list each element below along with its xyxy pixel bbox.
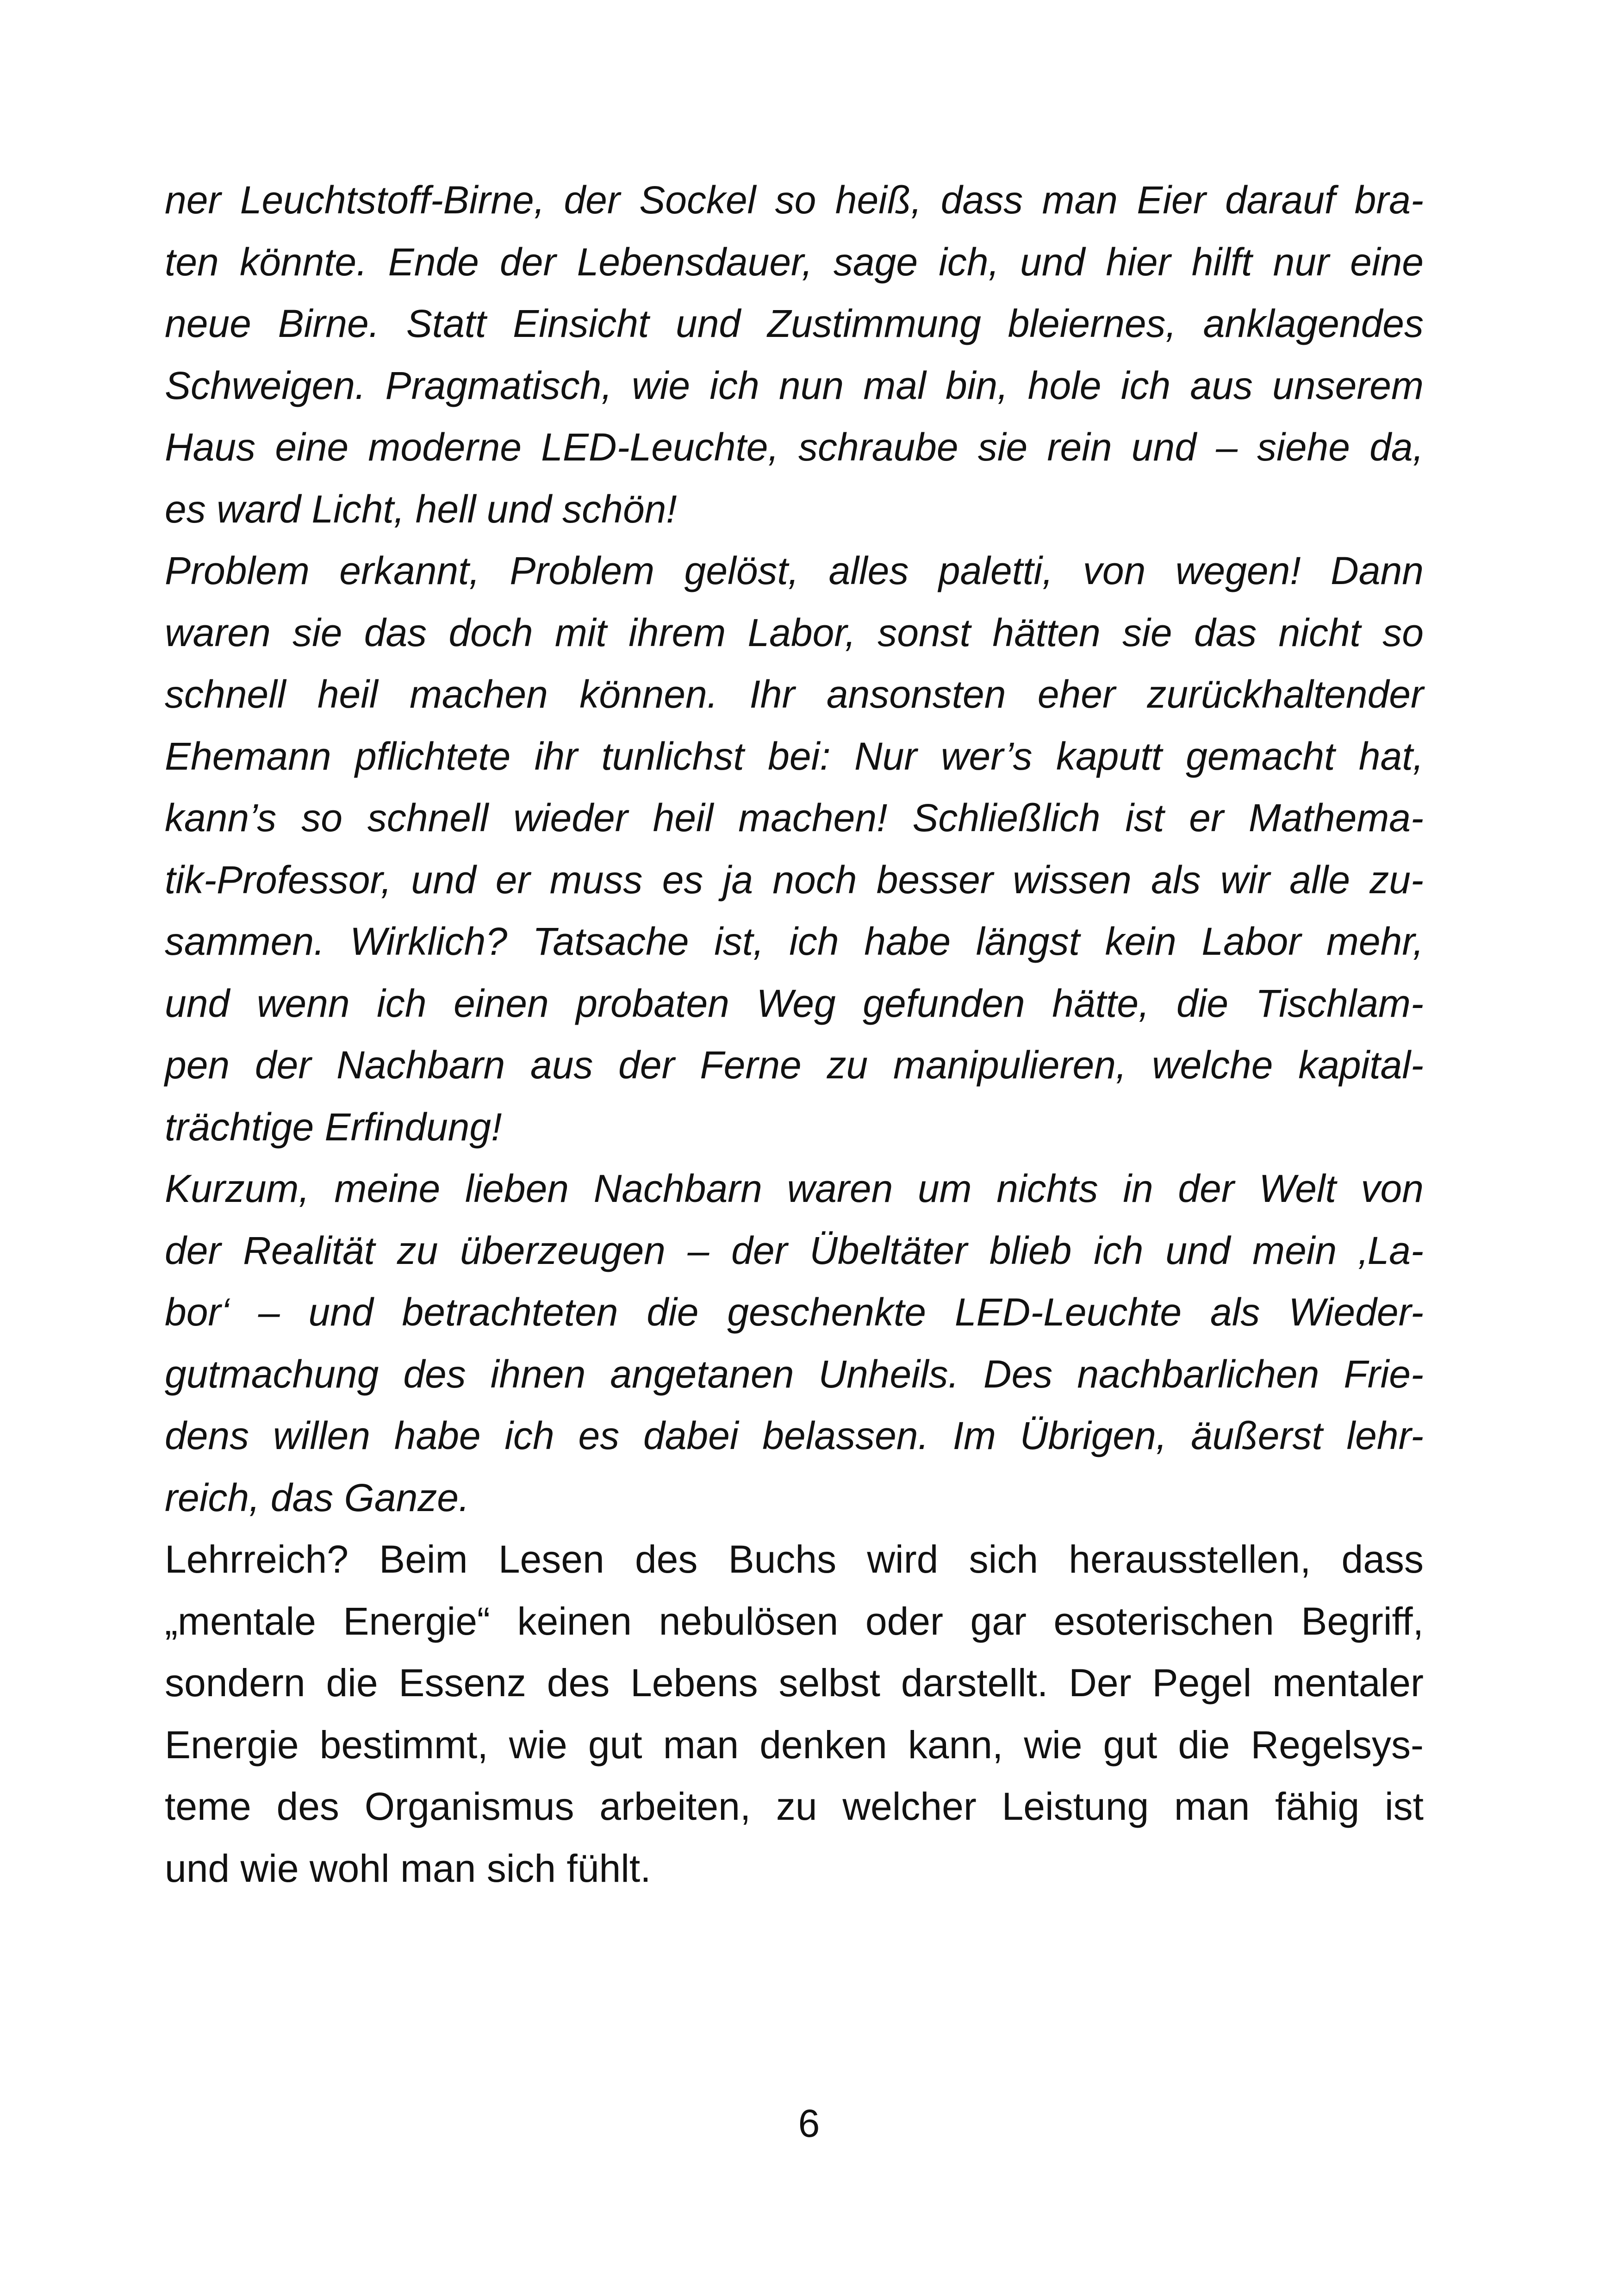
text-line: neue Birne. Statt Einsicht und Zustimmung bleiernes, anklagendes [165, 302, 1424, 345]
text-line: bor‘ – und betrachteten die geschenkte LED-Leuchte als Wieder- [165, 1290, 1424, 1334]
text-line: sondern die Essenz des Lebens selbst darstellt. Der Pegel mentaler [165, 1661, 1424, 1705]
text-line: tik-Professor, und er muss es ja noch besser wissen als wir alle zu- [165, 858, 1424, 902]
text-line: Lehrreich? Beim Lesen des Buchs wird sich herausstellen, dass [165, 1537, 1424, 1581]
text-line: Schweigen. Pragmatisch, wie ich nun mal bin, hole ich aus unserem [165, 363, 1424, 407]
text-line: Energie bestimmt, wie gut man denken kann, wie gut die Regelsys- [165, 1723, 1424, 1767]
paragraph-2 [165, 540, 1424, 1158]
text-line: waren sie das doch mit ihrem Labor, sonst hätten sie das nicht so [165, 610, 1424, 654]
text-line: Haus eine moderne LED-Leuchte, schraube sie rein und – siehe da, [165, 425, 1424, 469]
text-line: trächtige Erfindung! [165, 1105, 502, 1149]
text-line: ten könnte. Ende der Lebensdauer, sage ich, und hier hilft nur eine [165, 240, 1424, 284]
paragraph-4 [165, 1529, 1424, 1899]
text-line: der Realität zu überzeugen – der Übeltäter blieb ich und mein ‚La- [165, 1228, 1424, 1272]
page-number: 6 [798, 2102, 820, 2145]
text-line: und wenn ich einen probaten Weg gefunden hätte, die Tischlam- [165, 981, 1424, 1025]
text-line: Kurzum, meine lieben Nachbarn waren um nichts in der Welt von [165, 1167, 1424, 1210]
body-text [165, 169, 1424, 1899]
text-line: teme des Organismus arbeiten, zu welcher Leistung man fähig ist [165, 1785, 1424, 1828]
text-line: Ehemann pflichtete ihr tunlichst bei: Nur wer’s kaputt gemacht hat, [165, 734, 1424, 778]
text-line: sammen. Wirklich? Tatsache ist, ich habe längst kein Labor mehr, [165, 920, 1424, 963]
text-line: kann’s so schnell wieder heil machen! Schließlich ist er Mathema- [165, 796, 1424, 840]
text-line: dens willen habe ich es dabei belassen. Im Übrigen, äußerst lehr- [165, 1414, 1424, 1457]
text-line: gutmachung des ihnen angetanen Unheils. Des nachbarlichen Frie- [165, 1352, 1424, 1396]
text-line: pen der Nachbarn aus der Ferne zu manipulieren, welche kapital- [165, 1043, 1424, 1087]
text-line: reich, das Ganze. [165, 1475, 470, 1519]
text-line: schnell heil machen können. Ihr ansonsten eher zurückhaltender [165, 672, 1424, 716]
paragraph-1 [165, 169, 1424, 540]
text-line: und wie wohl man sich fühlt. [165, 1846, 651, 1890]
text-line: „mentale Energie“ keinen nebulösen oder gar esoterischen Begriff, [165, 1599, 1424, 1643]
paragraph-3 [165, 1158, 1424, 1529]
text-line: ner Leuchtstoff-Birne, der Sockel so heiß, dass man Eier darauf bra- [165, 178, 1424, 222]
text-line: Problem erkannt, Problem gelöst, alles paletti, von wegen! Dann [165, 549, 1424, 592]
text-line: es ward Licht, hell und schön! [165, 487, 677, 531]
